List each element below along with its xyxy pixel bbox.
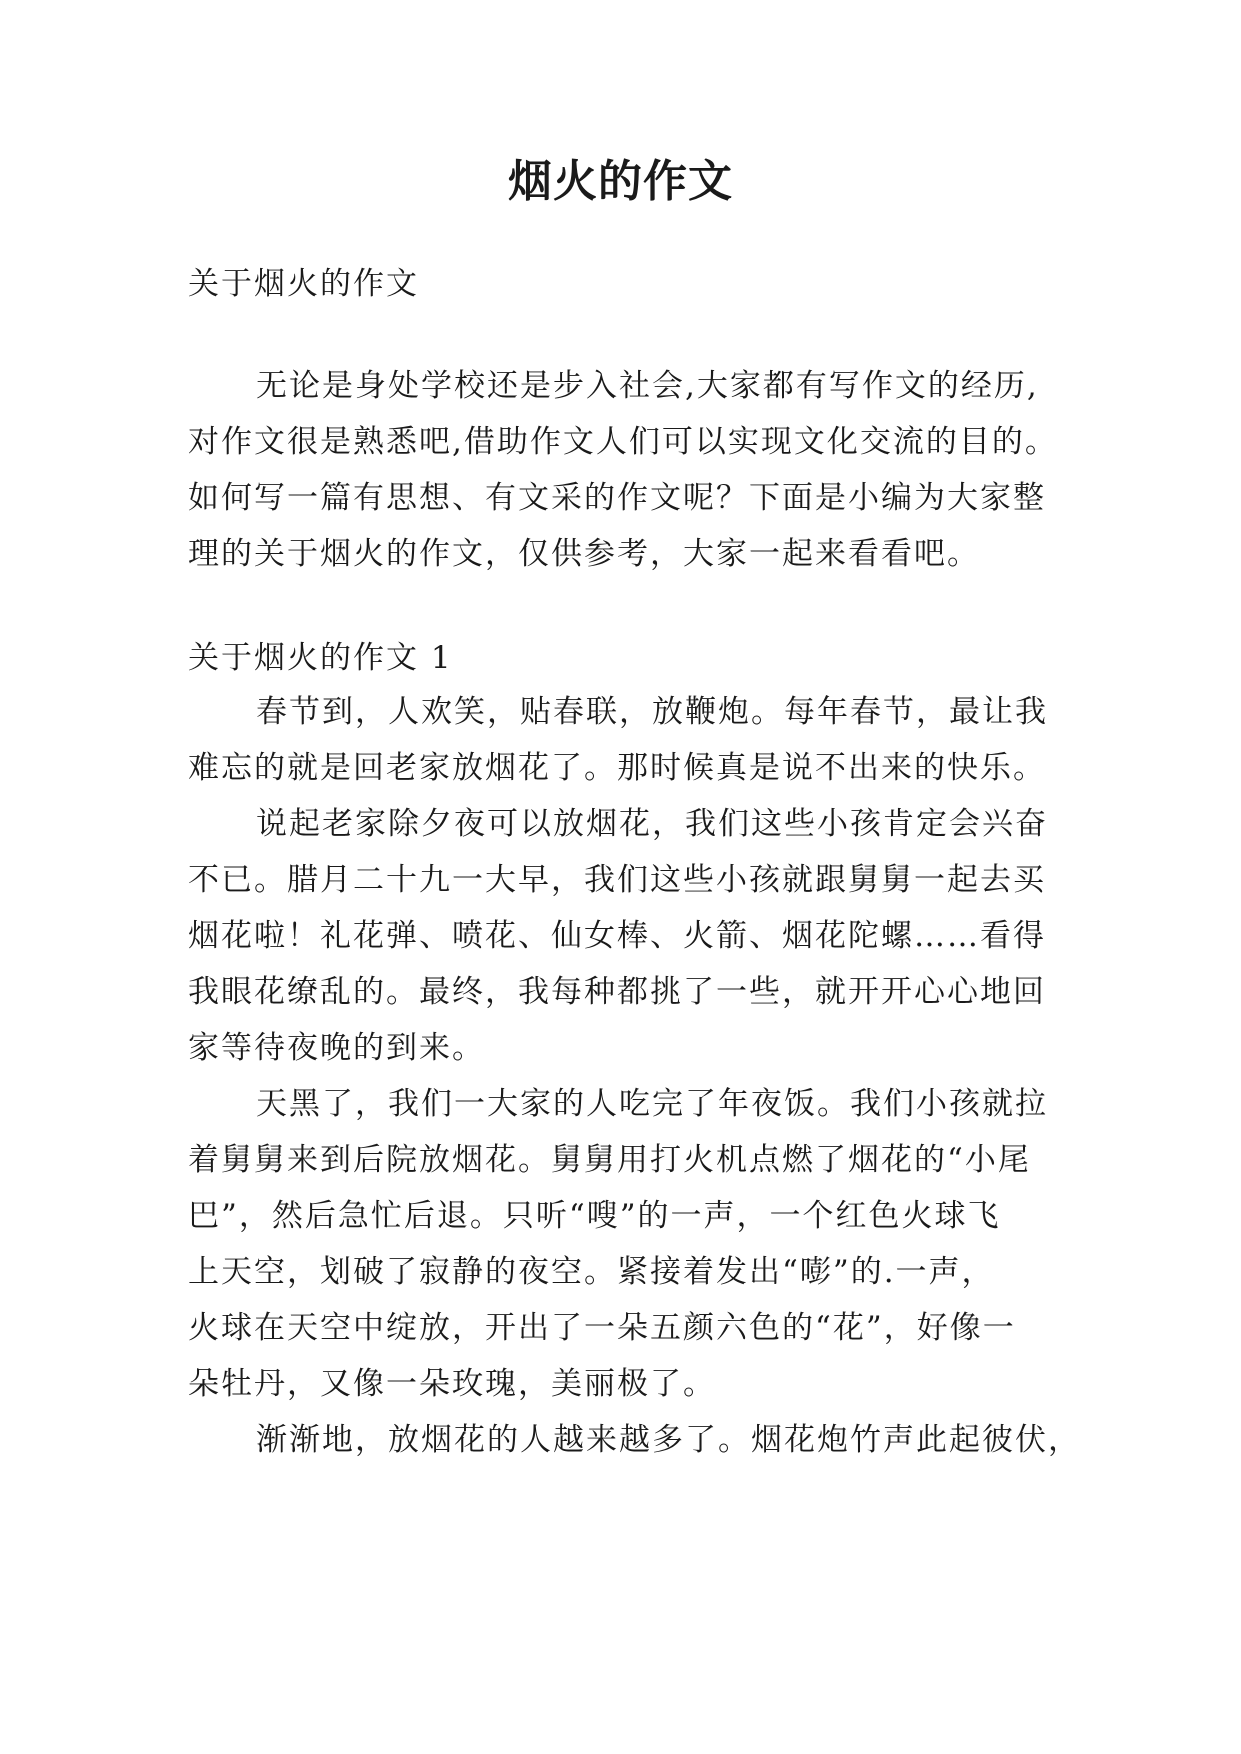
paragraph-line: 烟花啦！礼花弹、喷花、仙女棒、火箭、烟花陀螺……看得 <box>188 918 1046 954</box>
paragraph-line: 朵牡丹，又像一朵玫瑰，美丽极了。 <box>188 1366 716 1402</box>
document-subtitle: 关于烟火的作文 <box>188 266 419 302</box>
intro-line: 如何写一篇有思想、有文采的作文呢？下面是小编为大家整 <box>188 480 1046 516</box>
paragraph-line: 火球在天空中绽放，开出了一朵五颜六色的“花”，好像一 <box>188 1310 1016 1346</box>
paragraph-line: 不已。腊月二十九一大早，我们这些小孩就跟舅舅一起去买 <box>188 862 1046 898</box>
paragraph-line: 上天空，划破了寂静的夜空。紧接着发出“嘭”的.一声， <box>188 1254 995 1290</box>
paragraph-line: 着舅舅来到后院放烟花。舅舅用打火机点燃了烟花的“小尾 <box>188 1142 1031 1178</box>
section-heading: 关于烟火的作文 1 <box>188 640 453 676</box>
intro-line: 对作文很是熟悉吧,借助作文人们可以实现文化交流的目的。 <box>188 424 1058 460</box>
paragraph-line: 家等待夜晚的到来。 <box>188 1030 485 1066</box>
paragraph-line: 巴”，然后急忙后退。只听“嗖”的一声，一个红色火球飞 <box>188 1198 1001 1234</box>
paragraph-line: 我眼花缭乱的。最终，我每种都挑了一些，就开开心心地回 <box>188 974 1046 1010</box>
document-title: 烟火的作文 <box>508 156 733 207</box>
paragraph-line: 渐渐地，放烟花的人越来越多了。烟花炮竹声此起彼伏， <box>256 1422 1081 1458</box>
paragraph-line: 难忘的就是回老家放烟花了。那时候真是说不出来的快乐。 <box>188 750 1046 786</box>
paragraph-line: 天黑了，我们一大家的人吃完了年夜饭。我们小孩就拉 <box>256 1086 1048 1122</box>
paragraph-line: 说起老家除夕夜可以放烟花，我们这些小孩肯定会兴奋 <box>256 806 1048 842</box>
intro-line: 无论是身处学校还是步入社会,大家都有写作文的经历, <box>256 368 1039 404</box>
paragraph-line: 春节到，人欢笑，贴春联，放鞭炮。每年春节，最让我 <box>256 694 1048 730</box>
intro-line: 理的关于烟火的作文，仅供参考，大家一起来看看吧。 <box>188 536 980 572</box>
